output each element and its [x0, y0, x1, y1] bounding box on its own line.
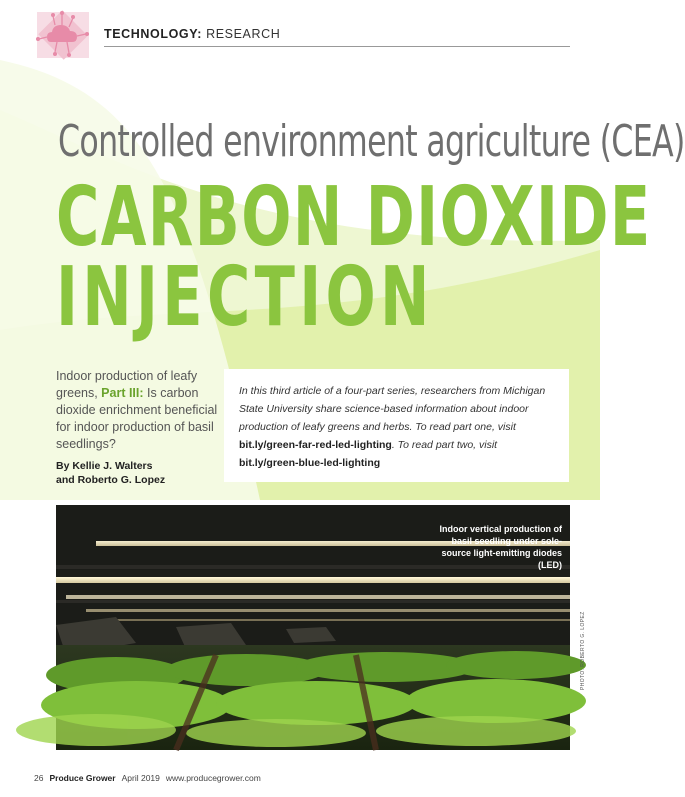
- article-kicker: Controlled environment agriculture (CEA): [58, 116, 685, 167]
- deck-text-end: Is carbon dioxide enrichment beneficial for indoor production of basil seedlings?: [56, 386, 218, 451]
- headline-line-2: INJECTION: [56, 250, 434, 346]
- article-deck: [56, 368, 226, 453]
- page-number: 26: [34, 773, 44, 783]
- section-category: TECHNOLOGY:: [104, 27, 203, 41]
- article-headline: [56, 170, 652, 346]
- header-rule: [104, 46, 570, 47]
- magazine-name: Produce Grower: [49, 773, 116, 783]
- footer-url[interactable]: www.producegrower.com: [165, 773, 261, 783]
- basil-led-photo: [56, 505, 570, 750]
- photo-credit: PHOTO: ROBERTO G. LOPEZ: [580, 611, 586, 690]
- photo-caption: Indoor vertical production of basil seedling under sole-source light-emitting diodes (LED): [439, 524, 562, 570]
- issue-date: April 2019: [121, 773, 160, 783]
- headline-line-1: CARBON DIOXIDE: [56, 170, 652, 265]
- intro-text-2: . To read part two, visit: [391, 439, 498, 451]
- deck-text-start: Indoor production of leafy greens,: [56, 369, 198, 400]
- page-header: [0, 0, 600, 60]
- intro-text: [239, 382, 559, 472]
- section-subcategory: RESEARCH: [202, 27, 281, 41]
- cloud-circuit-icon: [35, 10, 91, 60]
- link-part-two[interactable]: bit.ly/green-blue-led-lighting: [239, 457, 381, 469]
- deck-part-label: Part III:: [101, 386, 144, 400]
- link-part-one[interactable]: bit.ly/green-far-red-led-lighting: [239, 439, 392, 451]
- byline-line-2: and Roberto G. Lopez: [56, 474, 166, 486]
- page-footer: [34, 773, 267, 783]
- section-label: [104, 27, 280, 41]
- byline: [56, 459, 226, 487]
- intro-text-1: In this third article of a four-part series, researchers from Michigan State University share science-based information about indoor production of leafy greens and herbs. To read part one, visit: [239, 385, 546, 433]
- byline-line-1: By Kellie J. Walters: [56, 460, 153, 472]
